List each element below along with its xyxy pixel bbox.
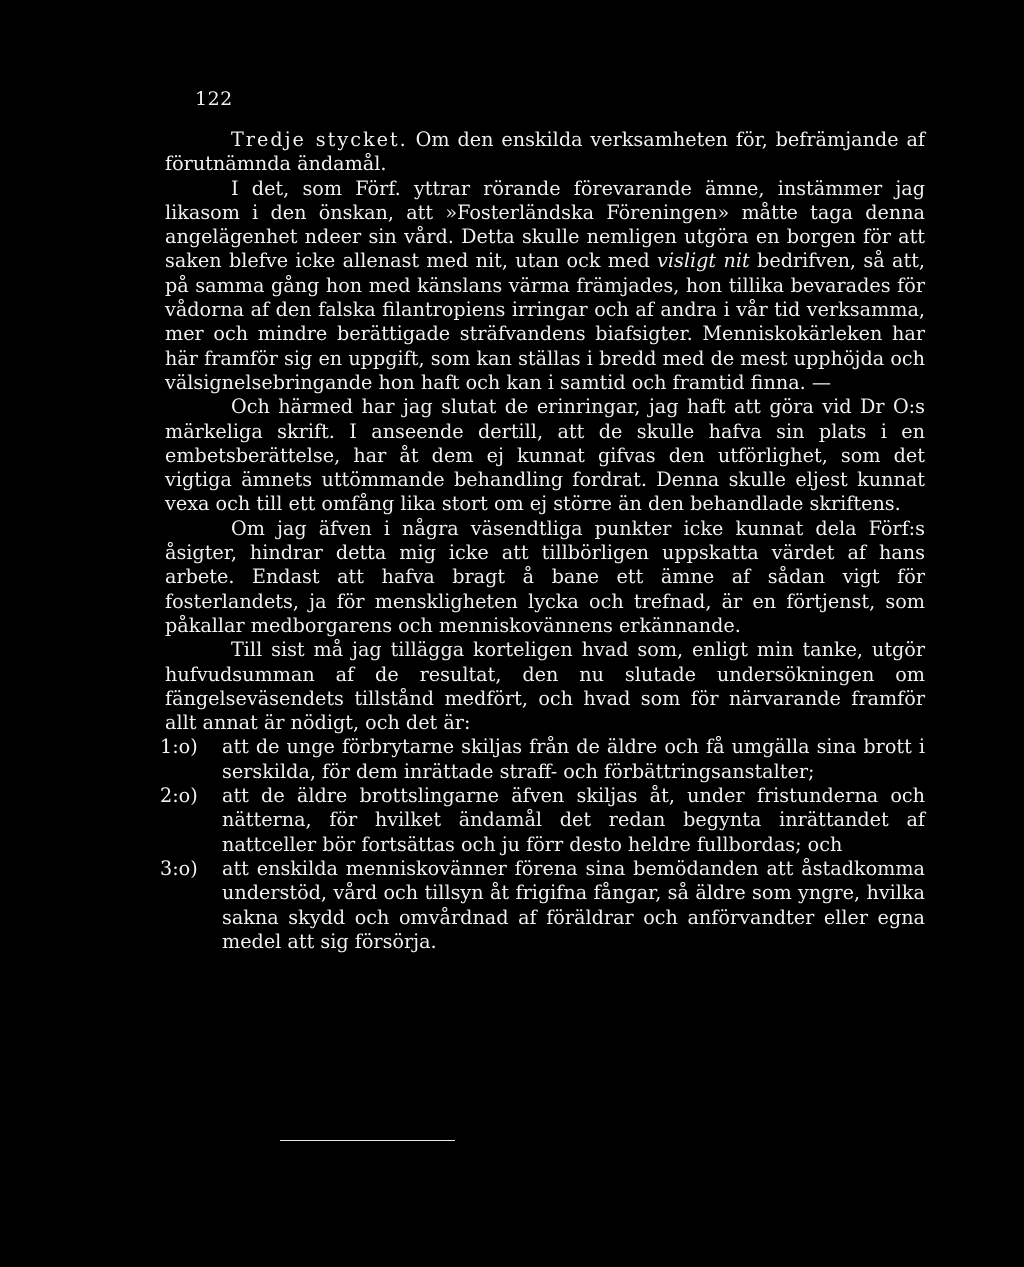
list-item xyxy=(160,856,925,954)
list-item xyxy=(160,735,925,784)
list-item xyxy=(160,784,925,857)
closing-rule xyxy=(280,1140,455,1141)
paragraph-4: Till sist må jag tillägga korteligen hvad som, enligt min tanke, utgör hufvudsumman af de resultat, den nu slutade undersökningen om fängelseväsendets tillstånd medfört, och hvad som för närvarande framför allt annat är nödigt, och det är: xyxy=(165,638,925,735)
list-item-number: 2:o) xyxy=(160,784,198,808)
paragraph-1 xyxy=(165,177,925,396)
paragraph-3: Om jag äfven i några väsendtliga punkter icke kunnat dela Förf:s åsigter, hindrar detta mig icke att tillbörligen uppskatta värdet af hans arbete. Endast att hafva bragt å bane ett ämne af sådan vigt för fosterlandets, ja för menskligheten lycka och trefnad, är en förtjenst, som påkallar medborgarens och menniskovännens erkännande. xyxy=(165,516,925,637)
section-heading xyxy=(165,128,925,177)
list-item-text: att de äldre brottslingarne äfven skiljas åt, under fristunderna och nätterna, för hvilket ändamål det redan begynta inrättandet af nattceller bör fortsättas och ju förr desto heldre fullbordas; och xyxy=(222,784,925,856)
section-label: Tredje stycket. xyxy=(231,128,408,151)
list-item-number: 1:o) xyxy=(160,735,198,759)
page-number: 122 xyxy=(195,88,233,110)
section-title: Om den enskilda verksamheten för, befrämjande af förutnämnda ändamål. xyxy=(165,128,926,176)
paragraph-1-text-b: bedrifven, så att, på samma gång hon med känslans värma främjades, hon tillika bevarades för vådorna af den falska filantropiens irringar och af andra i vår tid verksamma, mer och mindre berättigade sträfvandens biafsigter. Menniskokärleken har här framför sig en uppgift, som kan ställas i bredd med de mest upphöjda och välsignelsebringande hon haft och kan i samtid och framtid finna. — xyxy=(165,249,926,394)
list-item-number: 3:o) xyxy=(160,856,198,880)
page-content xyxy=(160,128,926,954)
list-item-text: att enskilda menniskovänner förena sina bemödanden att åstadkomma understöd, vård och tillsyn åt frigifna fångar, så äldre som yngre, hvilka sakna skydd och omvårdnad af föräldrar och anförvandter eller egna medel att sig försörja. xyxy=(222,856,925,953)
conclusion-list xyxy=(160,735,925,954)
paragraph-2: Och härmed har jag slutat de erinringar, jag haft att göra vid Dr O:s märkeliga skrift. I anseende dertill, att de skulle hafva sin plats i en embetsberättelse, har åt dem ej kunnat gifvas den utförlighet, som det vigtiga ämnets uttömmande behandling fordrat. Denna skulle eljest kunnat vexa och till ett omfång lika stort om ej större än den behandlade skriftens. xyxy=(165,395,925,516)
list-item-text: att de unge förbrytarne skiljas från de äldre och få umgälla sina brott i serskilda, för dem inrättade straff- och förbättringsanstalter; xyxy=(222,735,925,783)
paragraph-1-text-a: I det, som Förf. yttrar rörande förevarande ämne, instämmer jag likasom i den önskan, att »Fosterländska Föreningen» måtte taga denna angelägenhet ndeer sin vård. Detta skulle nemligen utgöra en borgen för att saken blefve icke allenast med nit, utan ock med xyxy=(165,176,925,273)
paragraph-1-emphasis: visligt nit xyxy=(657,249,750,273)
